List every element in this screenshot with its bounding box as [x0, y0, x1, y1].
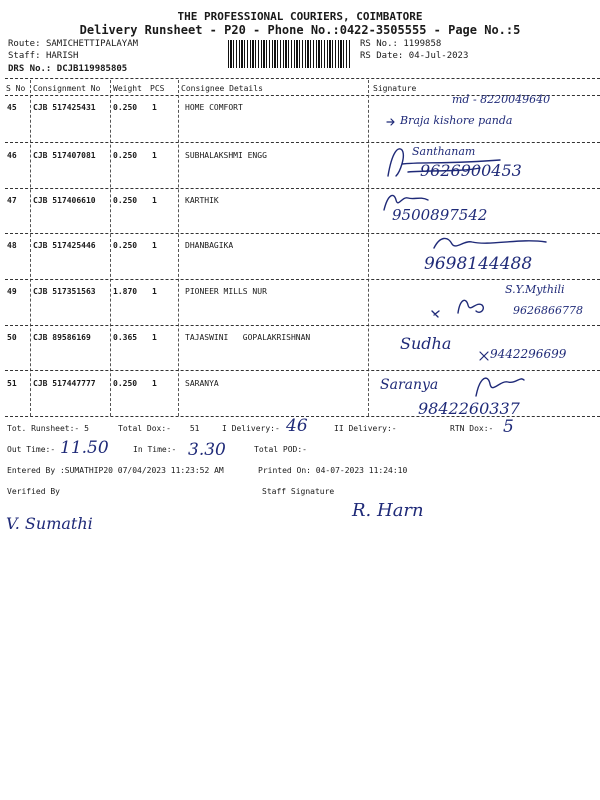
column-divider: [30, 80, 31, 416]
i-delivery-label: I Delivery:-: [222, 424, 280, 433]
handwritten-phone: 9500897542: [392, 206, 488, 224]
row-divider: [5, 279, 600, 280]
column-divider: [368, 80, 369, 416]
row-divider: [5, 325, 600, 326]
handwritten-mark: [385, 116, 395, 128]
col-header-sno: S No: [6, 84, 26, 93]
row-weight: 0.250: [113, 151, 138, 160]
handwritten-phone: 9842260337: [418, 399, 520, 418]
handwritten-name: Sudha: [400, 334, 452, 353]
row-weight: 0.250: [113, 241, 138, 250]
staff-value: HARISH: [45, 51, 79, 61]
signature-scribble: [430, 234, 550, 254]
total-pod-label: Total POD:-: [254, 445, 307, 454]
handwritten-phone: md - 8220049640: [452, 93, 551, 106]
row-weight: 1.870: [113, 287, 138, 296]
company-title: THE PROFESSIONAL COURIERS, COIMBATORE: [177, 10, 423, 23]
row-weight: 0.250: [113, 196, 138, 205]
row-pcs: 1: [152, 333, 157, 342]
total-dox-value: 51: [189, 424, 200, 433]
row-consignee: SARANYA: [185, 379, 219, 388]
verified-by-label: Verified By: [7, 487, 60, 496]
row-weight: 0.250: [113, 379, 138, 388]
row-weight: 0.250: [113, 103, 138, 112]
staff-row: [8, 51, 78, 61]
row-sno: 49: [7, 287, 17, 296]
rs-no-label: RS No.:: [360, 39, 398, 49]
column-divider: [110, 80, 111, 416]
table-top-rule: [5, 78, 600, 79]
col-header-consignment: Consignment No: [33, 84, 101, 93]
printed-on: Printed On: 04-07-2023 11:24:10: [258, 466, 408, 475]
row-pcs: 1: [152, 151, 157, 160]
staff-signature-handwritten: R. Harn: [352, 500, 424, 521]
row-consignment: CJB 89586169: [33, 333, 91, 342]
rs-no-value: 1199858: [403, 39, 442, 49]
rs-date-value: 04-Jul-2023: [408, 51, 469, 61]
drs-value: DCJB119985805: [56, 64, 128, 74]
drs-label: DRS No.:: [8, 64, 52, 74]
handwritten-phone: 9626866778: [513, 304, 583, 317]
row-pcs: 1: [152, 379, 157, 388]
rtn-dox-handwritten: 5: [503, 417, 514, 437]
runsheet-subtitle: Delivery Runsheet - P20 - Phone No.:0422-3505555 - Page No.:5: [79, 23, 521, 37]
signature-scribble: [470, 370, 530, 400]
row-sno: 50: [7, 333, 17, 342]
row-sno: 45: [7, 103, 17, 112]
handwritten-phone: 9626900453: [420, 161, 522, 180]
row-consignment: CJB 517425431: [33, 103, 96, 112]
row-consignment: CJB 517351563: [33, 287, 96, 296]
row-pcs: 1: [152, 103, 157, 112]
handwritten-signature: Braja kishore panda: [400, 114, 513, 127]
handwritten-name: S.Y.Mythili: [505, 283, 565, 296]
row-consignee: KARTHIK: [185, 196, 219, 205]
handwritten-name: Saranya: [380, 377, 439, 393]
handwritten-phone: 9698144488: [424, 254, 533, 274]
row-pcs: 1: [152, 287, 157, 296]
row-consignee: SUBHALAKSHMI ENGG: [185, 151, 267, 160]
handwritten-name: Santhanam: [412, 145, 476, 158]
ii-delivery-label: II Delivery:-: [334, 424, 397, 433]
row-consignment: CJB 517447777: [33, 379, 96, 388]
row-consignee: DHANBAGIKA: [185, 241, 234, 250]
column-divider: [178, 80, 179, 416]
route-value: SAMICHETTIPALAYAM: [45, 39, 139, 49]
row-consignment: CJB 517425446: [33, 241, 96, 250]
handwritten-phone: 9442296699: [490, 347, 567, 361]
route-label: Route:: [8, 39, 41, 49]
row-sno: 46: [7, 151, 17, 160]
rs-date-row: [360, 51, 468, 61]
col-header-weight: Weight: [113, 84, 142, 93]
route-row: [8, 39, 138, 49]
row-consignee: HOME COMFORT: [185, 103, 243, 112]
entered-by: Entered By :SUMATHIP20 07/04/2023 11:23:52 AM: [7, 466, 224, 475]
total-dox-label: Total Dox:-: [118, 424, 171, 433]
row-weight: 0.365: [113, 333, 138, 342]
col-header-signature: Signature: [373, 84, 417, 93]
i-delivery-handwritten: 46: [286, 416, 308, 436]
row-sno: 51: [7, 379, 17, 388]
row-consignment: CJB 517406610: [33, 196, 96, 205]
tot-runsheet-label: Tot. Runsheet:-: [7, 424, 80, 433]
rs-date-label: RS Date:: [360, 51, 404, 61]
staff-signature-label: Staff Signature: [262, 487, 335, 496]
row-consignee: PIONEER MILLS NUR: [185, 287, 267, 296]
tot-runsheet: [7, 424, 89, 433]
signature-scribble: [430, 293, 500, 323]
staff-label: Staff:: [8, 51, 41, 61]
total-dox: [118, 424, 199, 433]
col-header-consignee: Consignee Details: [181, 84, 263, 93]
row-sno: 48: [7, 241, 17, 250]
row-pcs: 1: [152, 241, 157, 250]
row-consignee: TAJASWINI GOPALAKRISHNAN: [185, 333, 311, 342]
in-time-label: In Time:-: [133, 445, 177, 454]
verifier-signature: V. Sumathi: [6, 514, 93, 533]
col-header-pcs: PCS: [150, 84, 165, 93]
row-consignment: CJB 517407081: [33, 151, 96, 160]
out-time-label: Out Time:-: [7, 445, 56, 454]
drs-row: [8, 64, 127, 74]
rtn-dox-label: RTN Dox:-: [450, 424, 494, 433]
tot-runsheet-value: 5: [84, 424, 89, 433]
row-divider: [5, 188, 600, 189]
row-sno: 47: [7, 196, 17, 205]
rs-no-row: [360, 39, 441, 49]
out-time-handwritten: 11.50: [60, 438, 109, 458]
row-pcs: 1: [152, 196, 157, 205]
in-time-handwritten: 3.30: [188, 440, 226, 460]
barcode: [228, 40, 350, 68]
